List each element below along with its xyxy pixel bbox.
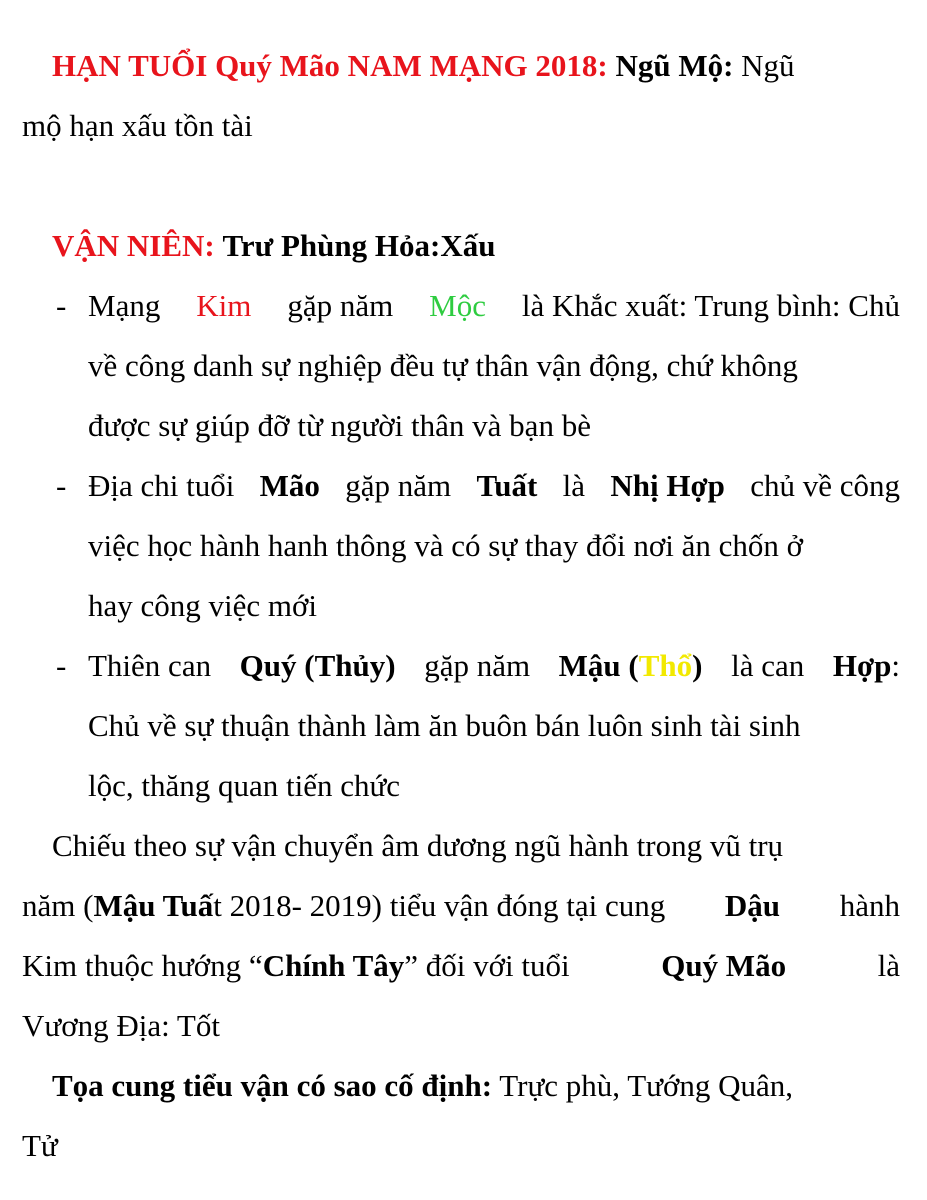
header-line-1 [52, 46, 795, 86]
paragraph-l2e: hành [839, 888, 900, 923]
bullet3-line-1 [88, 646, 900, 686]
bullet1-kim: Kim [196, 288, 252, 323]
bullet2-w1: Địa chi tuổi [88, 468, 235, 503]
bullet1-text-3: được sự giúp đỡ từ người thân và bạn bè [88, 408, 591, 443]
bullet3-text-2: Chủ về sự thuận thành làm ăn buôn bán luôn sinh tài sinh [88, 708, 801, 743]
bullet3-colon: : [891, 648, 900, 683]
bullet-dash: - [56, 288, 67, 323]
paragraph-l3e: là [877, 948, 900, 983]
bullet1-w1: Mạng [88, 288, 161, 323]
bullet2-w3: là [562, 468, 586, 503]
bullet2-line-3 [88, 586, 317, 626]
van-nien-line [52, 226, 495, 266]
bullet-dash: - [56, 648, 67, 683]
bullet3-w2: gặp năm [424, 648, 531, 683]
toa-cung-label: Tọa cung tiểu vận có sao cố định: [52, 1068, 493, 1103]
bullet3-quy: Quý (Thủy) [239, 648, 396, 683]
paragraph-l3c: ” đối với tuổi [404, 948, 570, 983]
paragraph-group-a [22, 886, 665, 926]
van-nien-label: VẬN NIÊN: [52, 228, 215, 263]
bullet1-w3: là Khắc xuất: Trung bình: Chủ [521, 288, 900, 323]
bullet1-w2: gặp năm [287, 288, 394, 323]
toa-cung-line-2 [22, 1126, 58, 1166]
bullet1-text-2: về công danh sự nghiệp đều tự thân vận động, chứ không [88, 348, 798, 383]
header-label: Ngũ Mộ: [615, 48, 734, 83]
bullet3-w3: là can [731, 648, 805, 683]
paragraph-text-1: Chiếu theo sự vận chuyển âm dương ngũ hành trong vũ trụ [52, 828, 784, 863]
van-nien-value: Trư Phùng Hỏa:Xấu [222, 228, 496, 263]
paragraph-l2c: t 2018- 2019) tiểu vận đóng tại cung [213, 888, 666, 923]
paragraph-line-1 [52, 826, 783, 866]
bullet3-close: ) [692, 648, 703, 683]
bullet3-tho: Thổ [638, 648, 693, 683]
header-text-cont: mộ hạn xấu tồn tài [22, 108, 253, 143]
bullet1-line-1 [88, 286, 900, 326]
paragraph-line-2 [22, 886, 900, 926]
bullet3-w1: Thiên can [88, 648, 212, 683]
bullet3-line-2 [88, 706, 801, 746]
bullet1-line-3 [88, 406, 591, 446]
bullet2-text-3: hay công việc mới [88, 588, 318, 623]
bullet3-mau-group [559, 646, 703, 686]
paragraph-l3d: Quý Mão [661, 948, 787, 983]
bullet3-hop-group [833, 646, 900, 686]
bullet3-mau: Mậu ( [558, 648, 639, 683]
bullet1-line-2 [88, 346, 798, 386]
toa-cung-line-1 [52, 1066, 793, 1106]
bullet2-line-1 [88, 466, 900, 506]
header-line-2 [22, 106, 253, 146]
paragraph-line-4 [22, 1006, 220, 1046]
bullet3-line-3 [88, 766, 400, 806]
paragraph-text-4: Vương Địa: Tốt [22, 1008, 220, 1043]
paragraph-l2b: Mậu Tuấ [93, 888, 214, 923]
header-text: Ngũ [741, 48, 795, 83]
toa-cung-text-2: Tử [22, 1128, 58, 1163]
bullet-dash: - [56, 468, 67, 503]
bullet2-tuat: Tuất [476, 468, 538, 503]
toa-cung-value: Trực phù, Tướng Quân, [499, 1068, 793, 1103]
bullet3-hop: Hợp [832, 648, 892, 683]
bullet1-moc: Mộc [429, 288, 486, 323]
bullet2-text-2: việc học hành hanh thông và có sự thay đổi nơi ăn chốn ở [88, 528, 804, 563]
paragraph-line-3 [22, 946, 900, 986]
paragraph-group-b [22, 946, 570, 986]
paragraph-l3b: Chính Tây [262, 948, 405, 983]
paragraph-l2a: năm ( [22, 888, 94, 923]
bullet2-w4: chủ về công [750, 468, 900, 503]
header-title: HẠN TUỔI Quý Mão NAM MẠNG 2018: [52, 48, 608, 83]
bullet3-text-3: lộc, thăng quan tiến chức [88, 768, 401, 803]
paragraph-l3a: Kim thuộc hướng “ [22, 948, 263, 983]
bullet2-mao: Mão [259, 468, 320, 503]
bullet2-w2: gặp năm [345, 468, 452, 503]
bullet2-nhihop: Nhị Hợp [610, 468, 725, 503]
bullet2-line-2 [88, 526, 803, 566]
paragraph-l2d: Dậu [724, 888, 781, 923]
